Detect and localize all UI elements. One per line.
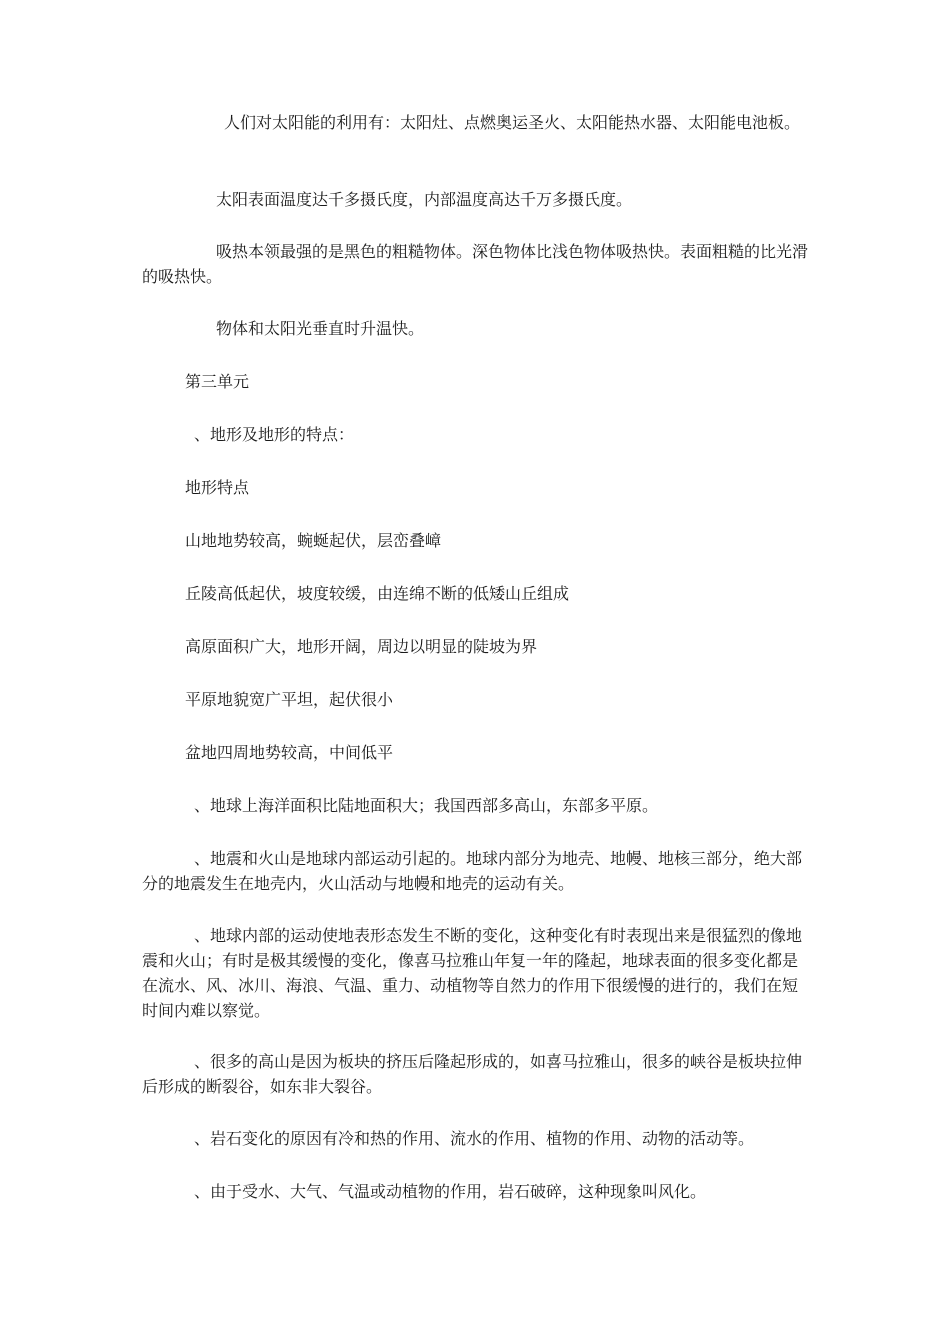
landform-plateau: 高原面积广大，地形开阔，周边以明显的陡坡为界 bbox=[185, 637, 538, 656]
section-landforms: 、地形及地形的特点： bbox=[194, 425, 355, 444]
paragraph-rock-change: 、岩石变化的原因有冷和热的作用、流水的作用、植物的作用、动物的活动等。 bbox=[194, 1129, 755, 1148]
landform-plain: 平原地貌宽广平坦，起伏很小 bbox=[185, 690, 394, 709]
paragraph-surface-changes: 、地球内部的运动使地表形态发生不断的变化，这种变化有时表现出来是很猛烈的像地震和火山；有时是极其缓慢的变化，像喜马拉雅山年复一年的隆起，地球表面的很多变化都是在流水、风、冰川、海浪、气温、重力、动植物等自然力的作用下很缓慢的进行的，我们在短时间内难以察觉。 bbox=[142, 926, 803, 1020]
paragraph-solar-energy-uses: 人们对太阳能的利用有：太阳灶、点燃奥运圣火、太阳能热水器、太阳能电池板。 bbox=[224, 113, 801, 132]
landform-table-header: 地形特点 bbox=[185, 478, 250, 497]
paragraph-perpendicular-sunlight: 物体和太阳光垂直时升温快。 bbox=[216, 319, 425, 338]
paragraph-weathering: 、由于受水、大气、气温或动植物的作用，岩石破碎，这种现象叫风化。 bbox=[194, 1182, 707, 1201]
paragraph-ocean-land: 、地球上海洋面积比陆地面积大；我国西部多高山，东部多平原。 bbox=[194, 796, 659, 815]
landform-mountain: 山地地势较高，蜿蜒起伏，层峦叠嶂 bbox=[185, 531, 442, 550]
paragraph-earthquake-volcano: 、地震和火山是地球内部运动引起的。地球内部分为地壳、地幔、地核三部分，绝大部分的地震发生在地壳内，火山活动与地幔和地壳的运动有关。 bbox=[142, 849, 803, 893]
paragraph-sun-temperature: 太阳表面温度达千多摄氏度，内部温度高达千万多摄氏度。 bbox=[216, 190, 633, 209]
landform-basin: 盆地四周地势较高，中间低平 bbox=[185, 743, 394, 762]
paragraph-heat-absorption: 吸热本领最强的是黑色的粗糙物体。深色物体比浅色物体吸热快。表面粗糙的比光滑的吸热快。 bbox=[142, 242, 809, 286]
unit-heading: 第三单元 bbox=[185, 372, 250, 391]
paragraph-plate-tectonics: 、很多的高山是因为板块的挤压后隆起形成的，如喜马拉雅山，很多的峡谷是板块拉伸后形成的断裂谷，如东非大裂谷。 bbox=[142, 1052, 803, 1096]
landform-hills: 丘陵高低起伏，坡度较缓，由连绵不断的低矮山丘组成 bbox=[185, 584, 570, 603]
